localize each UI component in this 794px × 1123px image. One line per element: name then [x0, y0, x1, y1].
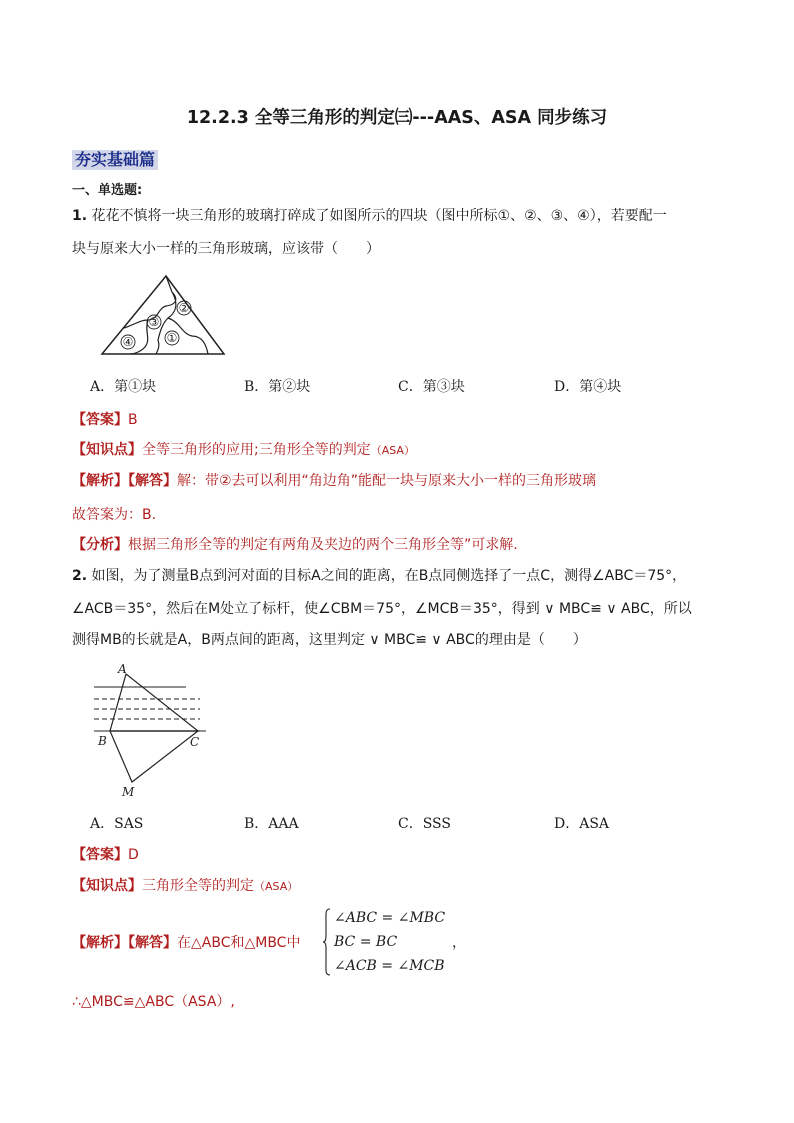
q2-line1: 如图，为了测量B点到河对面的目标A之间的距离，在B点同侧选择了一点C，测得∠ABC＝75°， [91, 568, 687, 584]
fig2-label-b: B [98, 734, 107, 748]
equation-comma: ， [452, 935, 466, 951]
equation-row-1: ∠ABC = ∠MBC [334, 910, 446, 926]
q2-line3: 测得MB的长就是A，B两点间的距离，这里判定 ∨ MBC≌ ∨ ABC的理由是（ ） [72, 632, 587, 648]
part-heading: 一、单选题: [72, 183, 143, 198]
q2-figure [90, 660, 220, 802]
q1-option-c[interactable]: C．第③块 [398, 379, 465, 395]
section-heading: 夯实基础篇 [72, 150, 158, 170]
q1-option-b[interactable]: B．第②块 [244, 379, 311, 395]
q2-answer-line [72, 846, 139, 864]
q2-option-a[interactable]: A．SAS [90, 816, 144, 832]
q2-number: 2. [72, 568, 88, 584]
q1-kp-text: 全等三角形的应用;三角形全等的判定 [142, 442, 371, 458]
q2-option-d[interactable]: D．ASA [554, 816, 610, 832]
q1-conclusion: 故答案为：B. [72, 507, 157, 523]
q1-kp-small: （ASA） [370, 444, 415, 457]
q1-option-a[interactable]: A．第①块 [90, 379, 157, 395]
q2-line2: ∠ACB＝35°，然后在M处立了标杆，使∠CBM＝75°，∠MCB＝35°，得到 ∨ MBC≌ ∨ ABC，所以 [72, 601, 692, 617]
q2-kp-tag: 【知识点】 [72, 878, 142, 894]
fig2-label-a: A [118, 662, 127, 676]
q1-answer: B [128, 412, 138, 428]
q1-answer-tag: 【答案】 [72, 412, 128, 428]
q2-text-line1 [72, 567, 686, 585]
q2-option-b[interactable]: B．AAA [244, 816, 299, 832]
q1-jx-tag: 【解析】【解答】 [72, 473, 177, 489]
q2-kp-text: 三角形全等的判定 [142, 878, 254, 894]
q1-line2: 块与原来大小一样的三角形玻璃，应该带（ ） [72, 241, 380, 257]
q1-kp-tag: 【知识点】 [72, 442, 142, 458]
q1-knowledge-line [72, 441, 415, 460]
broken-triangle [102, 276, 224, 354]
triangle-mbc [110, 731, 198, 782]
q1-analysis-line [72, 472, 596, 490]
triangle-abc [110, 674, 198, 731]
q2-jx-tag: 【解析】【解答】 [72, 935, 177, 951]
q1-fx-tag: 【分析】 [72, 537, 128, 553]
q1-fenxi-line [72, 536, 518, 554]
q1-figure [96, 270, 232, 360]
q2-kp-small: （ASA） [254, 880, 299, 893]
q1-option-d[interactable]: D．第④块 [554, 379, 622, 395]
fig2-label-c: C [190, 735, 200, 749]
fig2-label-m: M [122, 785, 135, 799]
equation-system [334, 906, 445, 978]
fig1-label-3: ③ [148, 315, 160, 329]
q2-conclusion: ∴△MBC≌△ABC（ASA）, [72, 994, 235, 1010]
page-title: 12.2.3 全等三角形的判定㈢---AAS、ASA 同步练习 [186, 108, 608, 128]
fig1-label-4: ④ [122, 335, 134, 349]
q1-jx-text: 解：带②去可以利用“角边角”能配一块与原来大小一样的三角形玻璃 [177, 473, 597, 489]
equation-row-3: ∠ACB = ∠MCB [334, 958, 445, 974]
q1-answer-line [72, 411, 138, 429]
q2-answer: D [128, 847, 139, 863]
fig1-label-1: ① [166, 331, 178, 345]
q2-option-c[interactable]: C．SSS [398, 816, 451, 832]
q2-jx-text: 在△ABC和△MBC中 [177, 935, 301, 951]
q1-text-line1 [72, 207, 667, 225]
q1-fx-text: 根据三角形全等的判定有两角及夹边的两个三角形全等”可求解. [128, 537, 518, 553]
fig1-label-2: ② [178, 301, 190, 315]
q1-number: 1. [72, 208, 88, 224]
q2-analysis-line [72, 934, 300, 952]
equation-row-2: BC = BC [334, 934, 398, 950]
q1-line1: 花花不慎将一块三角形的玻璃打碎成了如图所示的四块（图中所标①、②、③、④），若要配一 [91, 208, 667, 224]
left-brace [322, 908, 332, 976]
q2-knowledge-line [72, 877, 298, 896]
q2-answer-tag: 【答案】 [72, 847, 128, 863]
